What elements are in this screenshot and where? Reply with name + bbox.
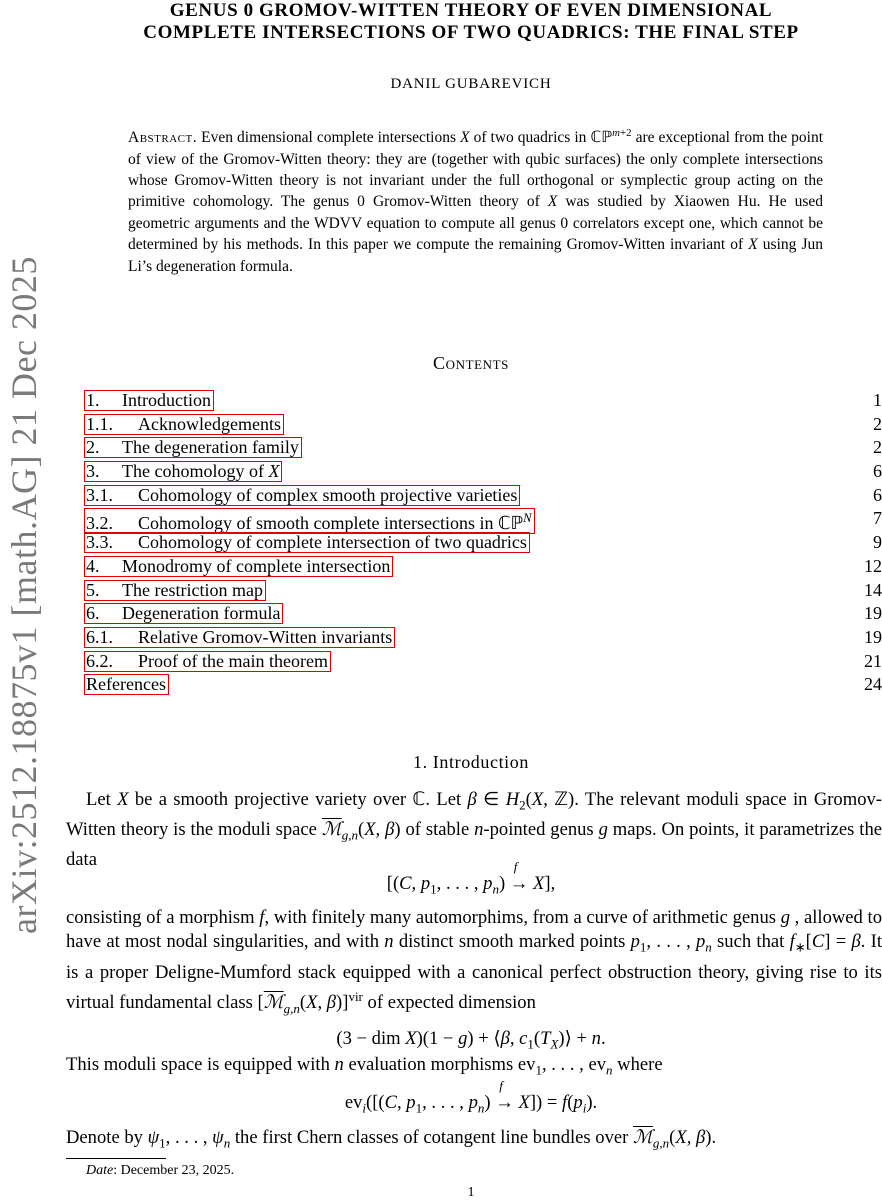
footnote-value: : December 23, 2025.	[113, 1163, 235, 1178]
toc-number: 3.3.	[86, 532, 113, 553]
toc-link[interactable]	[84, 674, 169, 695]
toc-number: 1.	[86, 390, 100, 410]
author: DANIL GUBAREVICH	[390, 76, 552, 92]
toc-number: 3.1.	[86, 484, 113, 505]
toc-page-number: 9	[873, 532, 882, 553]
toc-title: Monodromy of complete intersection	[122, 555, 391, 576]
toc-title: Degeneration formula	[122, 603, 281, 624]
toc-row	[84, 484, 882, 508]
toc-row	[84, 507, 882, 534]
equation-stable-map: [(C, $p_1$, . . . , $p_n$) f → X],	[386, 859, 556, 897]
toc-row	[84, 413, 882, 437]
toc-link[interactable]	[84, 485, 520, 506]
toc-page-number: 19	[864, 626, 882, 647]
toc-number: 2.	[86, 437, 100, 458]
toc-row	[84, 650, 882, 674]
body-paragraph-1: Let X be a smooth projective variety over ℂ. Let β ∈ $H_2(X$, ℤ). The relevant moduli space in Gromov-Witten theory is the moduli space ℳ$_{g,n}$(X, β) of stable n-pointed genus g maps. On points, it parametrizes the data	[66, 789, 882, 871]
body-paragraph-3: This moduli space is equipped with n evaluation morphisms $ev_1$, . . . , $ev_n$ where	[66, 1054, 663, 1078]
toc-page-number: 21	[864, 650, 882, 671]
toc-page-number: 2	[873, 413, 882, 434]
toc-row	[84, 389, 882, 413]
toc-number: 5.	[86, 579, 100, 600]
toc-link[interactable]	[84, 556, 393, 577]
toc-number: 3.	[86, 461, 100, 482]
toc-page-number: 6	[873, 461, 882, 482]
toc-page-number: 14	[864, 579, 882, 600]
contents-heading: Contents	[432, 353, 510, 373]
paper-title-line-2: COMPLETE INTERSECTIONS OF TWO QUADRICS: THE FINAL STEP	[143, 22, 799, 43]
toc-number: 6.	[86, 603, 100, 624]
toc-link[interactable]	[84, 603, 283, 624]
toc-page-number: 24	[864, 674, 882, 695]
toc-title: Introduction	[122, 390, 211, 410]
abstract-text: Even dimensional complete intersections X of two quadrics in ℂℙ$^{m+2}$ are exceptional from the point of view of the Gromov-Witten theory: they are (together with qubic surfaces) the only complete intersections whose Gromov-Witten theory is not invariant under the full orthogonal or symplectic group acting on the primitive cohomology. The genus 0 Gromov-Witten theory of X was studied by Xiaowen Hu. He used geometric arguments and the WDVV equation to compute all genus 0 correlators except one, which cannot be determined by his methods. In this paper we compute the remaining Gromov-Witten invariant of X using Jun Li’s degeneration formula.	[128, 127, 824, 275]
footnote-label: Date	[86, 1163, 114, 1178]
toc-title: The restriction map	[122, 579, 263, 600]
toc-link[interactable]	[84, 414, 284, 435]
toc-link[interactable]	[84, 651, 331, 672]
toc-title: Relative Gromov-Witten invariants	[138, 626, 393, 647]
arxiv-stamp	[0, 0, 48, 934]
toc-link[interactable]	[84, 627, 395, 648]
toc-link[interactable]	[84, 580, 266, 601]
toc-title: Cohomology of complex smooth projective varieties	[138, 484, 518, 505]
toc-page-number: 7	[873, 508, 882, 529]
body-paragraph-4: Denote by $\psi_1$, . . . , $\psi_n$ the first Chern classes of cotangent line bundles over ℳ$_{g,n}$(X, β).	[66, 1127, 717, 1151]
section-heading-introduction: 1. Introduction	[413, 752, 529, 772]
toc-row	[84, 626, 882, 650]
toc-title: Cohomology of smooth complete intersections in ℂℙ$^N$	[138, 511, 532, 534]
arxiv-stamp-text: arXiv:2512.18875v1 [math.AG] 21 Dec 2025	[4, 256, 44, 934]
toc-number: 1.1.	[86, 413, 113, 434]
abstract-label: Abstract.	[128, 129, 198, 147]
table-of-contents	[84, 389, 882, 697]
footnote-rule	[66, 1158, 166, 1159]
toc-row	[84, 460, 882, 484]
toc-page-number: 12	[864, 555, 882, 576]
equation-expected-dimension: (3 − dim X)(1 − g) + ⟨β, $c_1(T_X)⟩ + n$.	[336, 1028, 606, 1052]
toc-number: 6.1.	[86, 626, 113, 647]
body-paragraph-2: consisting of a morphism f, with finitely many automorphims, from a curve of arithmetic genus g , allowed to have at most nodal singularities, and with n distinct smooth marked points $p_1$, . . . , $p_n$ such that $f_∗[C] = \beta$. It is a proper Deligne-Mumford stack equipped with a canonical perfect obstruction theory, giving rise to its virtual fundamental class [ℳ$_{g,n}$(X, β)]$^{vir}$ of expected dimension	[66, 907, 882, 1016]
toc-row	[84, 579, 882, 603]
toc-row	[84, 673, 882, 697]
toc-title: The degeneration family	[122, 437, 299, 458]
toc-page-number: 6	[873, 484, 882, 505]
toc-page-number: 2	[873, 437, 882, 458]
page-number: 1	[467, 1185, 475, 1200]
toc-title: The cohomology of X	[122, 461, 280, 482]
toc-page-number: 19	[864, 603, 882, 624]
abstract	[128, 123, 823, 277]
toc-number: 3.2.	[86, 513, 113, 534]
toc-title: References	[86, 674, 166, 695]
toc-link[interactable]	[84, 437, 302, 458]
toc-number: 4.	[86, 555, 100, 576]
equation-evaluation-map: $ev_i([(C$, $p_1$, . . . , $p_n$) f → $X]) = f(p_i)$.	[344, 1078, 598, 1116]
toc-page-number: 1	[873, 390, 882, 410]
toc-link[interactable]	[84, 390, 214, 411]
toc-title: Acknowledgements	[138, 413, 281, 434]
toc-link[interactable]	[84, 532, 530, 553]
footnote-date	[86, 1163, 234, 1179]
toc-row	[84, 436, 882, 460]
toc-number: 6.2.	[86, 650, 113, 671]
toc-title: Cohomology of complete intersection of two quadrics	[138, 532, 527, 553]
toc-link[interactable]	[84, 461, 282, 482]
paper-title-line-1: GENUS 0 GROMOV-WITTEN THEORY OF EVEN DIMENSIONAL	[169, 0, 773, 21]
toc-row	[84, 555, 882, 579]
toc-row	[84, 602, 882, 626]
toc-row	[84, 531, 882, 555]
toc-title: Proof of the main theorem	[138, 650, 328, 671]
